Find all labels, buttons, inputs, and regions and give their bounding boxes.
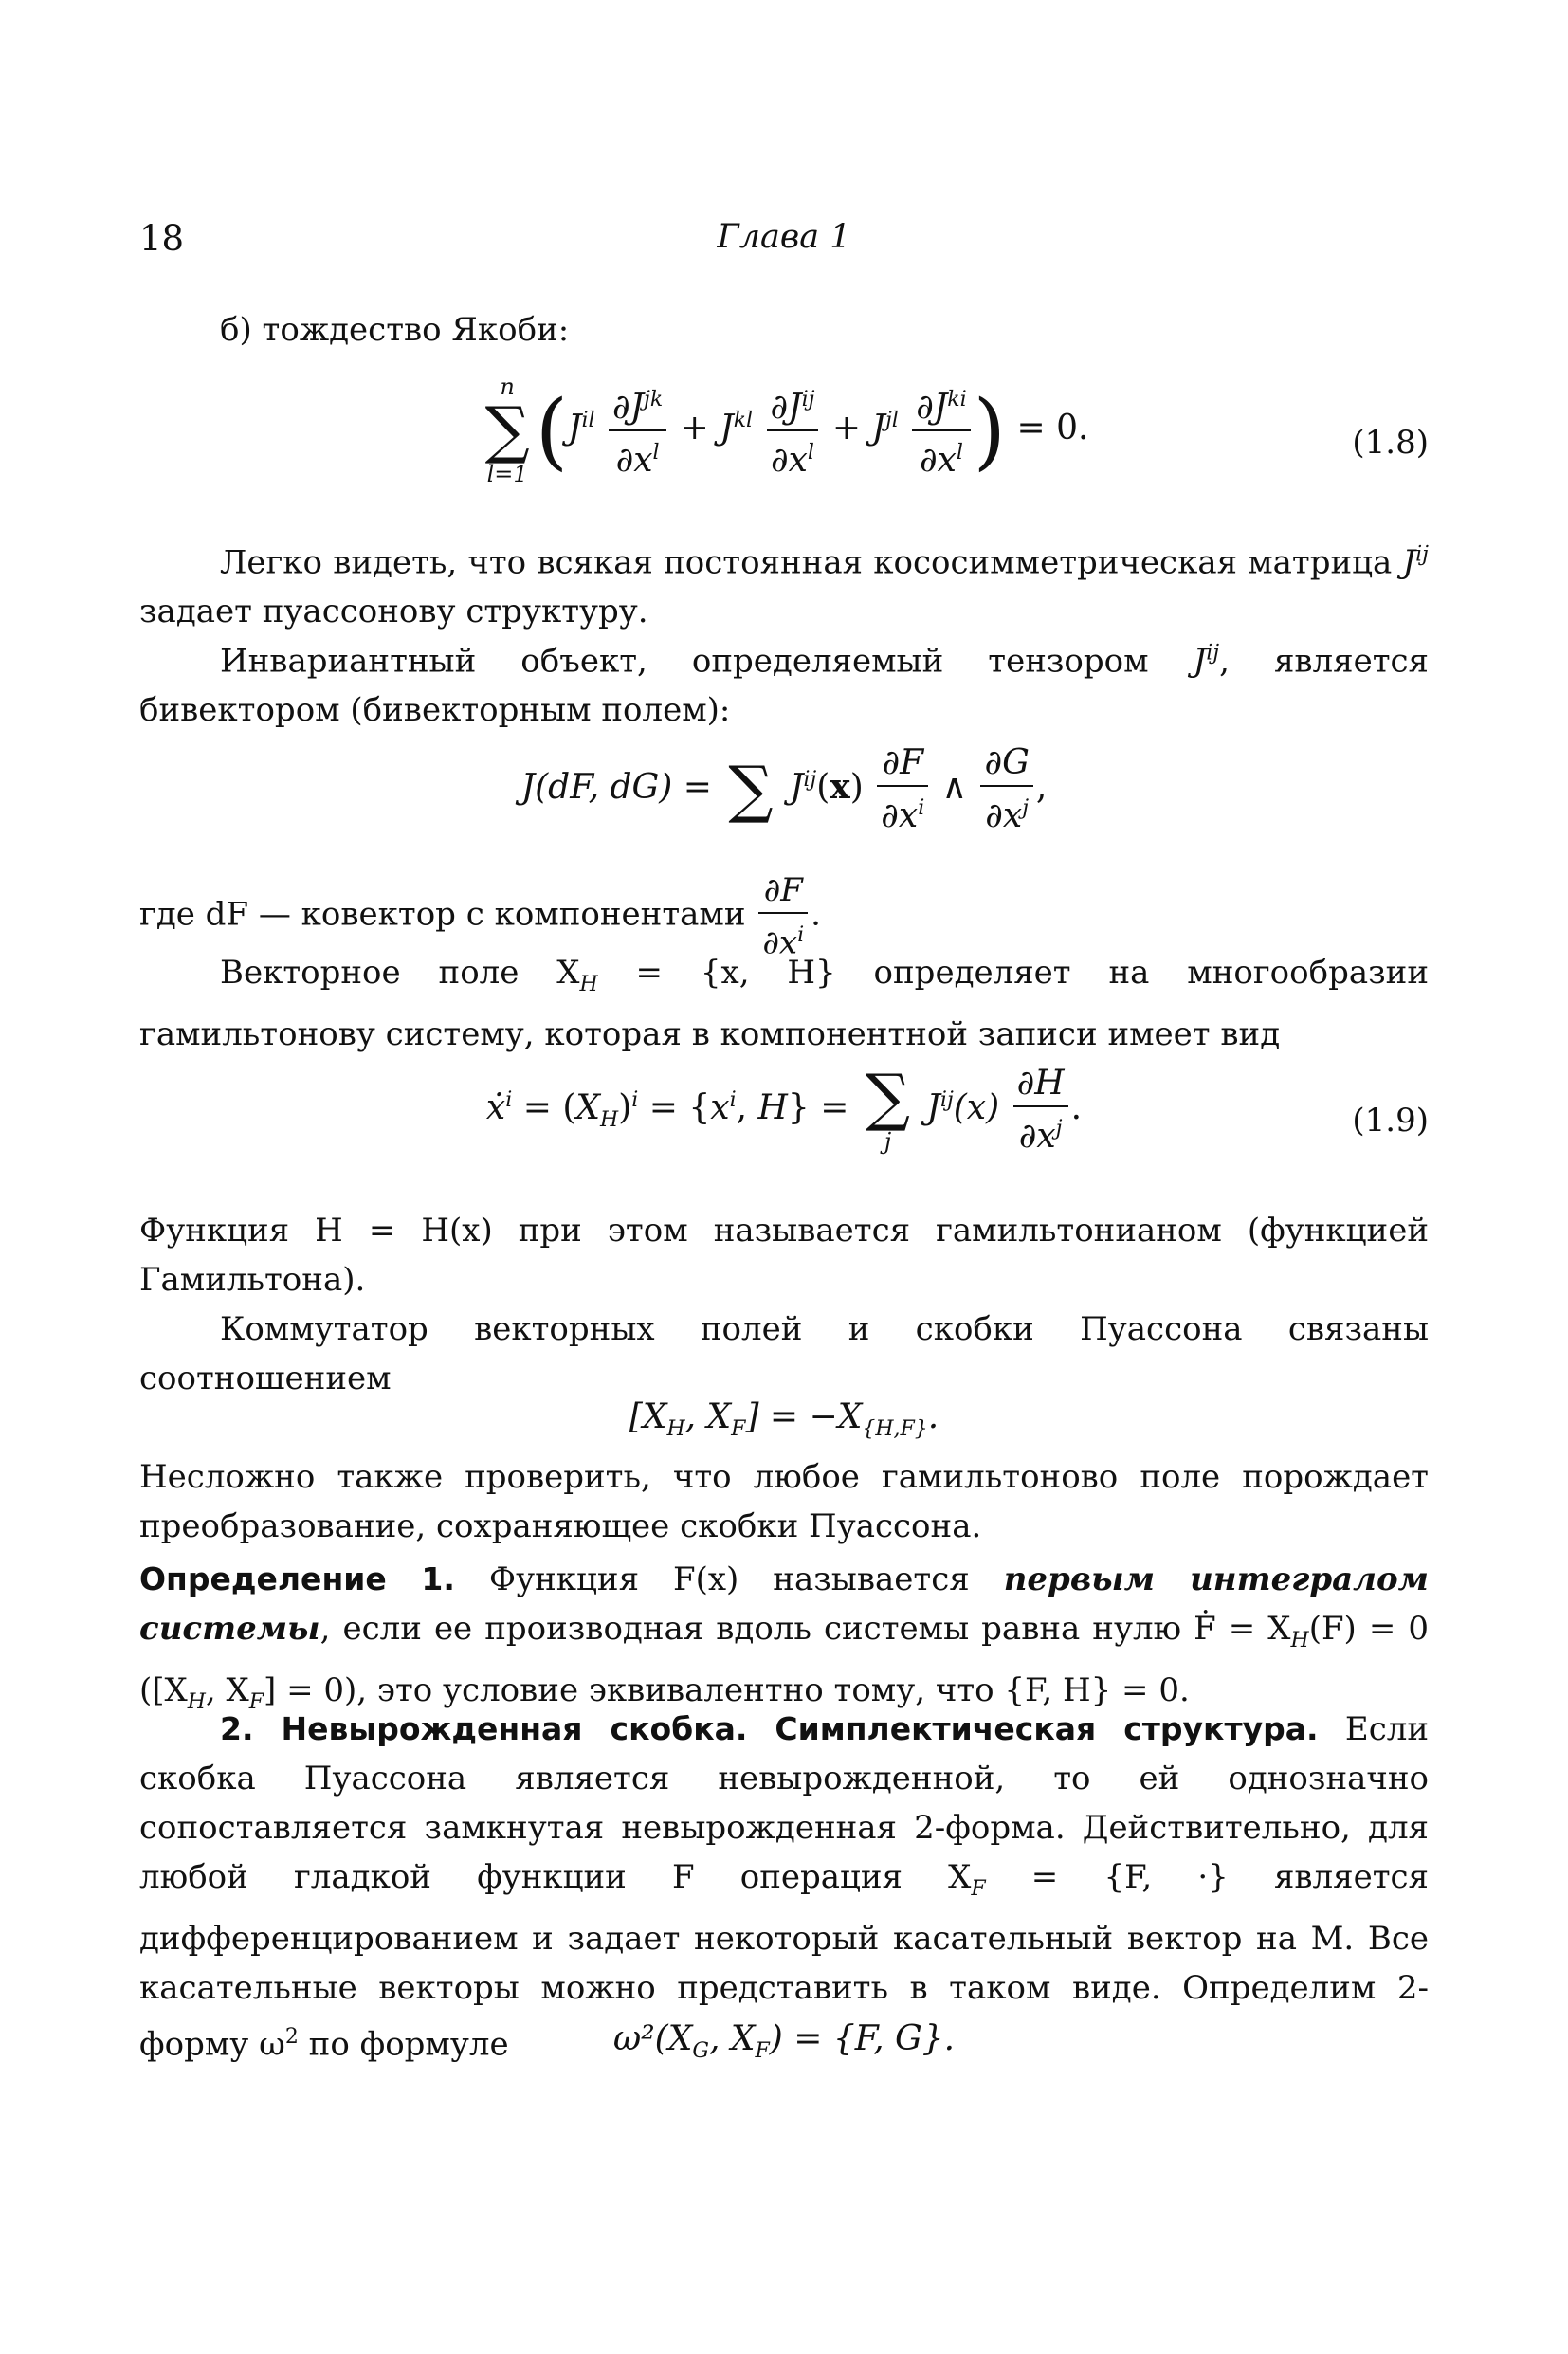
chapter-title: Глава 1 — [717, 218, 851, 256]
sum-symbol: n ∑ l=1 — [484, 374, 530, 487]
section-2-heading: 2. Невырожденная скобка. Симплектическая структура. — [220, 1710, 1319, 1747]
definition-1: Определение 1. Функция F(x) называется первым интегралом системы, если ее производная вдоль системы равна нулю Ḟ = $X_H(F) = 0$ ([$X_H$, $X_F] = 0$), это условие эквивалентно тому, что {F, H} = 0. — [139, 1560, 1430, 1714]
eq-1-8-rhs: = 0. — [1016, 409, 1089, 447]
item-b — [139, 305, 1429, 355]
paragraph-2: Инвариантный объект, определяемый тензором $J^{ij}$, является бивектором (бивекторным полем): — [139, 642, 1430, 730]
page-number: 18 — [139, 218, 185, 259]
equation-bivector: J(dF, dG) = ∑ $J^{ij}(x)$ $\frac{\partial F}{\partial x^i}$ ∧ $\frac{\partial G}{\partial x^j}$ , — [520, 743, 1048, 835]
eq-number-1-9: (1.9) — [1352, 1102, 1429, 1140]
running-header — [139, 218, 1429, 275]
equation-1-8: n ∑ l=1 ($J^{il}$ $\frac{\partial J^{jk}}{\partial x^l}$ + $J^{kl}$ $\frac{\partial J^{ij}}{\partial x^l}$ + $J^{jl}$ $\frac{\partial J^{ki}}{\partial x^l}$ ) = 0. (1.8) — [484, 374, 1429, 487]
definition-label: Определение 1. — [139, 1560, 455, 1597]
equation-1-9: ẋ$^i$ = $(X_H)^i = \{x^i$, H} = ∑ j $J^{ij}(x)$ $\frac{\partial H}{\partial x^j}$ . (1.9) — [485, 1061, 1429, 1156]
definition-term: первым интегралом системы — [139, 1560, 1430, 1648]
item-b-text: б) тождество Якоби: — [220, 311, 570, 349]
paragraph-3: где dF — ковектор с компонентами $\frac{\partial F}{\partial x^i}$ . — [139, 868, 1429, 964]
paragraph-5: Функция H = H(x) при этом называется гамильтонианом (функцией Гамильтона). — [139, 1212, 1429, 1299]
equation-omega: $\omega^2(X_G$, $X_F) = \{F$, G}. — [612, 2019, 956, 2064]
paragraph-6: Коммутатор векторных полей и скобки Пуассона связаны соотношением — [139, 1310, 1429, 1397]
section-2: 2. Невырожденная скобка. Симплектическая структура. Если скобка Пуассона является невырожденной, то ей однозначно сопоставляется замкнутая невырожденная 2-форма. Действительно, для любой гладкой функции F операция $X_F = \{F$, ·} является дифференцированием и задает некоторый касательный вектор на M. Все касательные векторы можно представить в таком виде. Определим 2-форму $\omega^2$ по формуле — [139, 1710, 1430, 2064]
paragraph-7: Несложно также проверить, что любое гамильтоново поле порождает преобразование, сохраняющее скобки Пуассона. — [139, 1458, 1429, 1545]
paragraph-4: Векторное поле $X_H = \{x$, H} определяет на многообразии гамильтонову систему, которая в компонентной записи имеет вид — [139, 954, 1429, 1053]
paragraph-1: Легко видеть, что всякая постоянная кососимметрическая матрица $J^{ij}$ задает пуассонову структуру. — [139, 543, 1429, 631]
equation-commutator: [$X_H$, $X_F] = -X_{\{H,F\}}$. — [629, 1397, 939, 1442]
eq-number-1-8: (1.8) — [1352, 424, 1429, 462]
